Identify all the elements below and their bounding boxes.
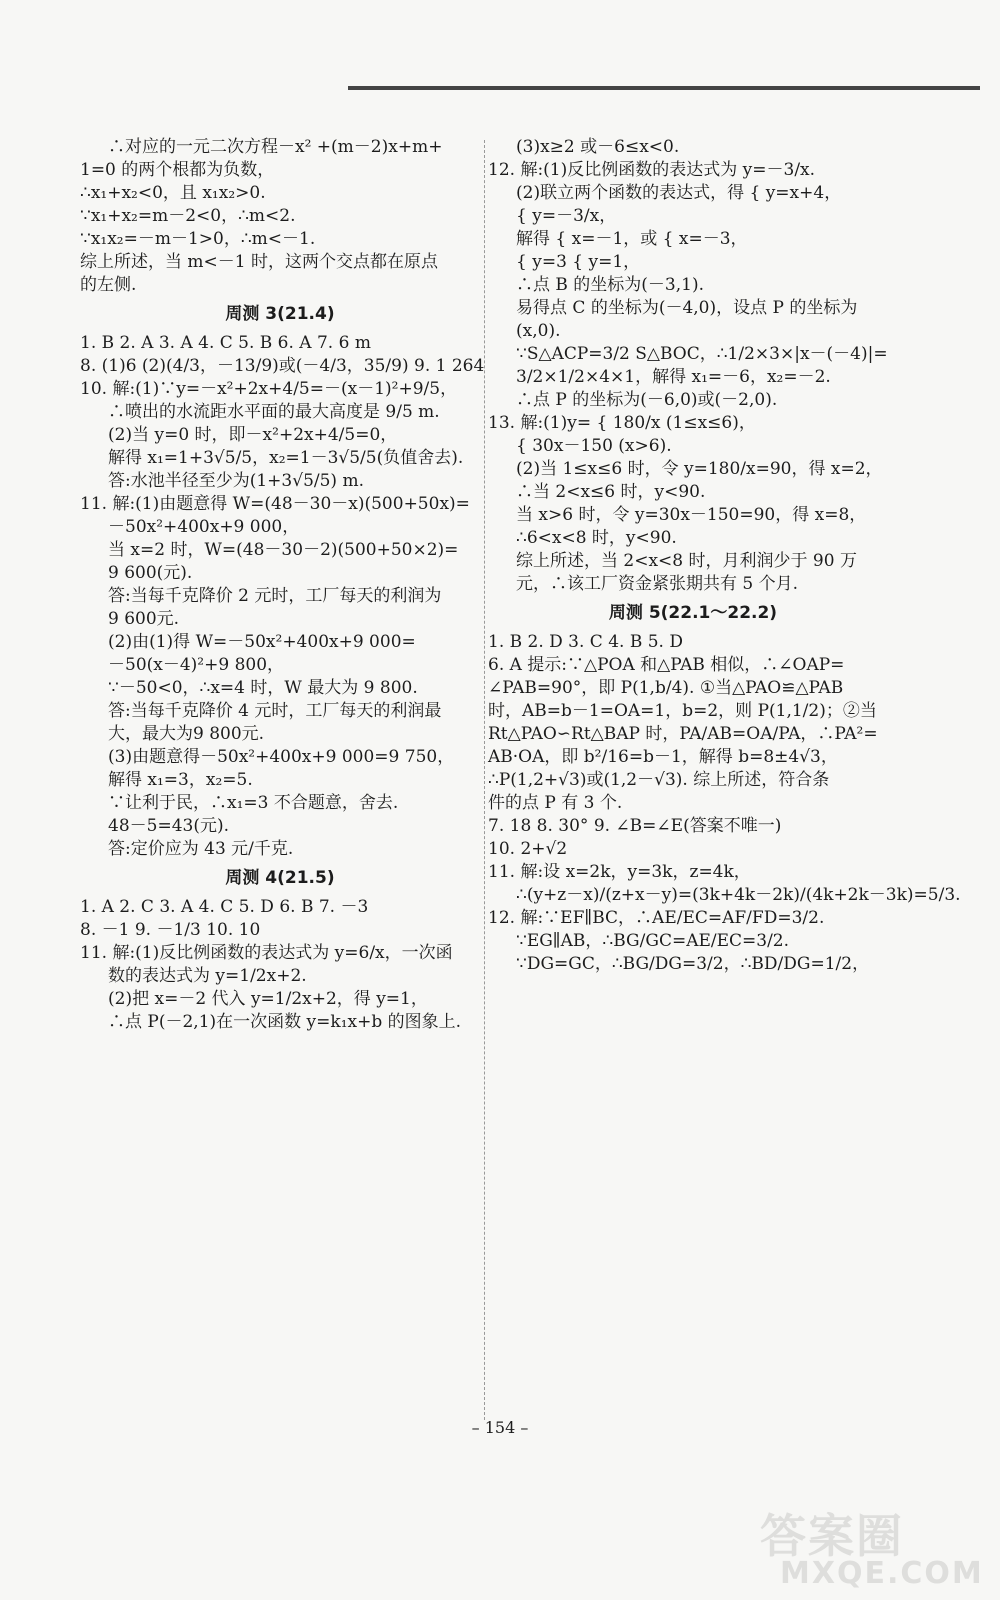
section-heading: 周测 5(22.1～22.2) (608, 603, 778, 623)
answer-line: 当 x>6 时，令 y=30x－150=90，得 x=8， (516, 505, 867, 525)
answer-line: 综上所述，当 m<－1 时，这两个交点都在原点 (80, 252, 438, 272)
answer-line: 答:当每千克降价 2 元时，工厂每天的利润为 (108, 586, 442, 606)
answer-line: { y=3 { y=1， (516, 252, 641, 272)
answer-line: －50x²+400x+9 000， (108, 517, 300, 537)
answer-line: 10. 2+√2 (488, 839, 568, 859)
answer-line: 数的表达式为 y=1/2x+2. (108, 966, 307, 986)
answer-line: 9 600(元). (108, 563, 193, 583)
left-column (80, 136, 485, 1034)
answer-line: ∴点 P(－2,1)在一次函数 y=k₁x+b 的图象上. (108, 1012, 462, 1032)
answer-line: 1. A 2. C 3. A 4. C 5. D 6. B 7. －3 (80, 897, 369, 917)
answer-line: 的左侧. (80, 275, 137, 295)
answer-line: 1=0 的两个根都为负数， (80, 160, 275, 180)
answer-line: (2)当 y=0 时，即－x²+2x+4/5=0， (108, 425, 398, 445)
answer-line: ∵x₁x₂=－m－1>0，∴m<－1. (80, 229, 316, 249)
answer-line: 48－5=43(元). (108, 816, 229, 836)
answer-line: ∵x₁+x₂=m－2<0，∴m<2. (80, 206, 296, 226)
header-rule (348, 86, 980, 90)
answer-line: 件的点 P 有 3 个. (488, 793, 623, 813)
answer-line: 9 600元. (108, 609, 180, 629)
watermark-url: MXQE.COM (780, 1556, 984, 1591)
section-heading: 周测 3(21.4) (225, 304, 335, 324)
answer-line: 答:当每千克降价 4 元时，工厂每天的利润最 (108, 701, 442, 721)
answer-line: 1. B 2. D 3. C 4. B 5. D (488, 632, 683, 652)
answer-line: 解得 x₁=1+3√5/5，x₂=1－3√5/5(负值舍去). (108, 448, 464, 468)
answer-line: (2)联立两个函数的表达式，得 { y=x+4， (516, 183, 842, 203)
column-divider (484, 140, 485, 1420)
answer-line: 时，AB=b－1=OA=1，b=2，则 P(1,1/2)；②当 (488, 701, 877, 721)
answer-line: ∵DG=GC，∴BG/DG=3/2，∴BD/DG=1/2， (516, 954, 870, 974)
answer-line: 3/2×1/2×4×1，解得 x₁=－6，x₂=－2. (516, 367, 831, 387)
answer-line: ∴(y+z－x)/(z+x－y)=(3k+4k－2k)/(4k+2k－3k)=5/3. (516, 885, 961, 905)
answer-line: 当 x=2 时，W=(48－30－2)(500+50×2)= (108, 540, 459, 560)
answer-line: 11. 解:设 x=2k，y=3k，z=4k， (488, 862, 751, 882)
answer-line: (x,0). (516, 321, 561, 341)
answer-line: 12. 解:∵EF∥BC，∴AE/EC=AF/FD=3/2. (488, 908, 825, 928)
answer-line: 8. (1)6 (2)(4/3，－13/9)或(－4/3，35/9) 9. 1 264 (80, 356, 485, 376)
watermark-text: 答案圈 (760, 1509, 904, 1563)
answer-line: ∵让利于民，∴x₁=3 不合题意，舍去. (108, 793, 399, 813)
answer-line: ∴x₁+x₂<0，且 x₁x₂>0. (80, 183, 266, 203)
answer-line: 8. －1 9. －1/3 10. 10 (80, 920, 261, 940)
answer-line: { y=－3/x， (516, 206, 617, 226)
answer-line: (2)当 1≤x≤6 时，令 y=180/x=90，得 x=2， (516, 459, 883, 479)
answer-line: ∴喷出的水流距水平面的最大高度是 9/5 m. (108, 402, 440, 422)
answer-line: ∴对应的一元二次方程－x² +(m－2)x+m+ (108, 137, 443, 157)
answer-line: ∴点 P 的坐标为(－6,0)或(－2,0). (516, 390, 778, 410)
answer-line: ∵S△ACP=3/2 S△BOC，∴1/2×3×|x－(－4)|= (516, 344, 888, 364)
answer-line: 13. 解:(1)y= { 180/x (1≤x≤6)， (488, 413, 756, 433)
answer-line: 解得 x₁=3，x₂=5. (108, 770, 253, 790)
answer-line: (2)由(1)得 W=－50x²+400x+9 000= (108, 632, 416, 652)
answer-line: Rt△PAO∽Rt△BAP 时，PA/AB=OA/PA，∴PA²= (488, 724, 878, 744)
answer-line: 11. 解:(1)反比例函数的表达式为 y=6/x，一次函 (80, 943, 453, 963)
right-column (488, 136, 961, 976)
answer-line: ∵EG∥AB，∴BG/GC=AE/EC=3/2. (516, 931, 790, 951)
section-heading: 周测 4(21.5) (225, 868, 335, 888)
answer-line: ∴当 2<x≤6 时，y<90. (516, 482, 706, 502)
answer-line: 7. 18 8. 30° 9. ∠B=∠E(答案不唯一) (488, 816, 782, 836)
answer-line: －50(x－4)²+9 800， (108, 655, 285, 675)
answer-line: 1. B 2. A 3. A 4. C 5. B 6. A 7. 6 m (80, 333, 371, 353)
answer-line: 综上所述，当 2<x<8 时，月利润少于 90 万 (516, 551, 857, 571)
answer-line: (2)把 x=－2 代入 y=1/2x+2，得 y=1， (108, 989, 428, 1009)
answer-line: 答:定价应为 43 元/千克. (108, 839, 294, 859)
answer-line: AB·OA，即 b²/16=b－1，解得 b=8±4√3， (488, 747, 838, 767)
answer-line: 10. 解:(1)∵y=－x²+2x+4/5=－(x－1)²+9/5， (80, 379, 458, 399)
answer-line: 易得点 C 的坐标为(－4,0)，设点 P 的坐标为 (516, 298, 858, 318)
answer-line: (3)由题意得－50x²+400x+9 000=9 750， (108, 747, 455, 767)
answer-line: ∠PAB=90°，即 P(1,b/4). ①当△PAO≌△PAB (488, 678, 844, 698)
answer-line: 解得 { x=－1，或 { x=－3， (516, 229, 748, 249)
answer-line: 12. 解:(1)反比例函数的表达式为 y=－3/x. (488, 160, 816, 180)
answer-line: 元，∴该工厂资金紧张期共有 5 个月. (516, 574, 799, 594)
answer-line: { 30x－150 (x>6). (516, 436, 672, 456)
watermark-logo (760, 1500, 990, 1595)
answer-line: ∵－50<0，∴x=4 时，W 最大为 9 800. (108, 678, 418, 698)
answer-line: ∴6<x<8 时，y<90. (516, 528, 677, 548)
answer-line: ∴点 B 的坐标为(－3,1). (516, 275, 705, 295)
answer-line: 11. 解:(1)由题意得 W=(48－30－x)(500+50x)= (80, 494, 470, 514)
answer-line: (3)x≥2 或－6≤x<0. (516, 137, 680, 157)
answer-line: 大，最大为9 800元. (108, 724, 265, 744)
answer-line: 6. A 提示:∵△POA 和△PAB 相似，∴∠OAP= (488, 655, 845, 675)
answer-line: ∴P(1,2+√3)或(1,2－√3). 综上所述，符合条 (488, 770, 830, 790)
answer-line: 答:水池半径至少为(1+3√5/5) m. (108, 471, 364, 491)
page-number: – 154 – (471, 1418, 529, 1437)
